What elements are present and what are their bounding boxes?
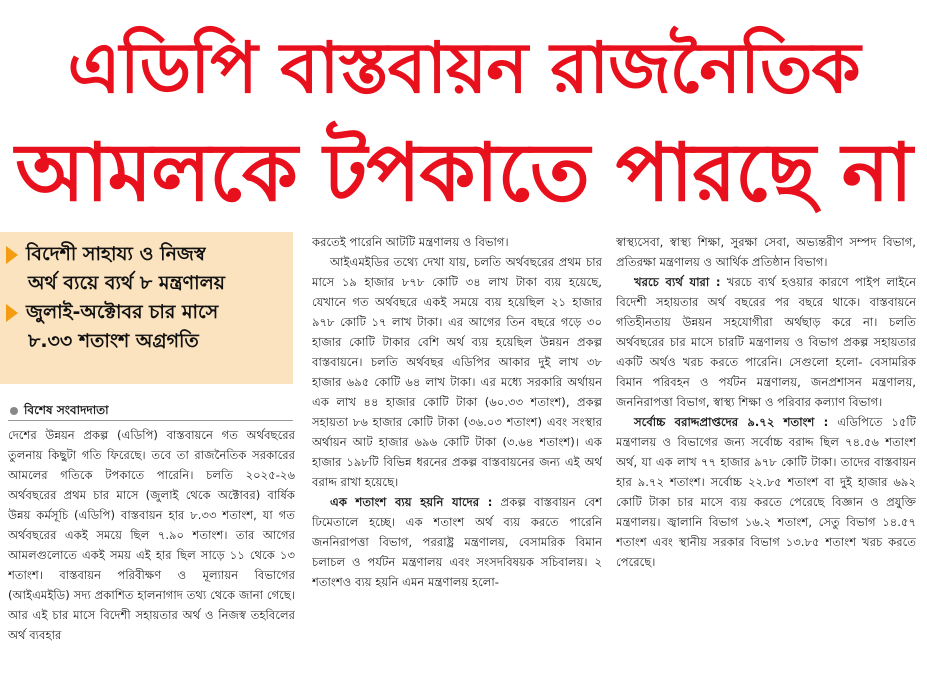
highlight-2-line-1 [6, 298, 287, 327]
byline-text: বিশেষ সংবাদদাতা [24, 403, 109, 417]
col2-paragraph-2: আইএমইডির তথ্যে দেখা যায়, চলতি অর্থবছরের প্রথম চার মাসে ১৯ হাজার ৮৭৮ কোটি ৩৪ লাখ টাকা ব্যয় হয়েছে, যেখানে গত অর্থবছরে একই সময়ে ব্যয় হয়েছিল ২১ হাজার ৯৭৮ কোটি ১৭ লাখ টাকা। এর আগের তিন বছরে গড়ে ৩০ হাজার কোটি টাকার বেশি অর্থ ব্যয় হয়েছিল উন্নয়ন প্রকল্প বাস্তবায়নে। চলতি অর্থবছর এডিপির আকার দুই লাখ ৩৮ হাজার ৬৯৫ কোটি ৬৪ লাখ টাকা। এর মধ্যে সরকারি অর্থায়ন এক লাখ ৪৪ হাজার কোটি টাকা (৬০.৩৩ শতাংশ), প্রকল্প সহায়তা ৮৬ হাজার কোটি টাকা (৩৬.০৩ শতাংশ) এবং সংস্থার অর্থায়ন আট হাজার ৬৯৬ কোটি টাকা (৩.৬৪ শতাংশ)। এক হাজার ১৯৮টি বিভিন্ন ধরনের প্রকল্প বাস্তবায়নের জন্য এই অর্থ বরাদ্দ রাখা হয়েছে। [312, 255, 602, 489]
highlight-1-text-2: অর্থ ব্যয়ে ব্যর্থ ৮ মন্ত্রণালয় [28, 272, 225, 294]
headline-line-1: এডিপি বাস্তবায়ন রাজনৈতিক [67, 27, 860, 109]
col2-paragraph-3-body: প্রকল্প বাস্তবায়ন বেশ ঢিমেতালে হচ্ছে। এক শতাংশ অর্থ ব্যয় করতে পারেনি জননিরাপত্তা বিভাগ, পররাষ্ট্র মন্ত্রণালয়, বেসামরিক বিমান চলাচল ও পর্যটন মন্ত্রণালয় এবং সংসদবিষয়ক সচিবালয়। ২ শতাংশও ব্যয় হয়নি এমন মন্ত্রণালয় হলো- [312, 495, 602, 589]
highlight-2-text-2: ৮.৩৩ শতাংশ অগ্রগতি [28, 330, 199, 352]
triangle-bullet-icon [6, 246, 18, 264]
article-column-1 [8, 425, 295, 692]
highlight-box [0, 232, 293, 384]
col2-paragraph-1: করতেই পারেনি আটটি মন্ত্রণালয় ও বিভাগ। [312, 235, 509, 249]
byline [10, 402, 109, 422]
col1-paragraph-1: দেশের উন্নয়ন প্রকল্প (এডিপি) বাস্তবায়নে গত অর্থবছরের তুলনায় কিছুটা গতি ফিরেছে। তবে তা রাজনৈতিক সরকারের আমলের গতিকে টপকাতে পারেনি। চলতি ২০২৫-২৬ অর্থবছরের প্রথম চার মাসে (জুলাই থেকে অক্টোবর) বার্ষিক উন্নয় কর্মসূচি (এডিপি) বাস্তবায়ন হার ৮.৩৩ শতাংশ, যা গত অর্থবছরের একই সময়ে ছিল ৭.৯০ শতাংশ। তার আগের আমলগুলোতে একই সময় এই হার ছিল সাড়ে ১১ থেকে ১৩ শতাংশ। বাস্তবায়ন পরিবীক্ষণ ও মূল্যায়ন বিভাগের (আইএমইডি) সদ্য প্রকাশিত হালনাগাদ তথ্য থেকে জানা গেছে। আর এই চার মাসে বিদেশী সহায়তার অর্থ ও নিজস্ব তহবিলের অর্থ ব্যবহার [8, 428, 295, 642]
highlight-1-text-1: বিদেশী সাহায্য ও নিজস্ব [26, 243, 206, 265]
byline-divider [8, 420, 293, 421]
col3-paragraph-2 [616, 272, 916, 412]
col2-subheading-1: এক শতাংশ ব্যয় হয়নি যাদের : [330, 495, 493, 509]
article-column-3 [616, 232, 916, 692]
col3-paragraph-3-body: এডিপিতে ১৫টি মন্ত্রণালয় ও বিভাগের জন্য সর্বোচ্চ বরাদ্দ ছিল ৭৪.৫৬ শতাংশ অর্থ, যা এক লাখ ৭৭ হাজার ৯৭৮ কোটি টাকা। তাদের বাস্তবায়ন হার ৯.৭২ শতাংশ। সর্বোচ্চ ২২.৮৫ শতাংশ বা দুই হাজার ৬৯২ কোটি টাকা চার মাসে ব্যয় করতে পেরেছে বিজ্ঞান ও প্রযুক্তি মন্ত্রণালয়। জ্বালানি বিভাগ ১৬.২ শতাংশ, সেতু বিভাগ ১৪.৫৭ শতাংশ এবং স্থানীয় সরকার বিভাগ ১৩.৮৫ শতাংশ খরচ করতে পেরেছে। [616, 415, 916, 569]
headline-line-2: আমলকে টপকাতে পারছে না [15, 126, 912, 219]
col3-subheading-1: খরচে ব্যর্থ যারা : [634, 275, 721, 289]
highlight-1-line-1 [6, 240, 287, 269]
bullet-dot-icon [10, 407, 18, 415]
highlight-2-text-1: জুলাই-অক্টোবর চার মাসে [26, 301, 219, 323]
col3-paragraph-1: স্বাস্থ্যসেবা, স্বাস্থ্য শিক্ষা, সুরক্ষা সেবা, অভ্যন্তরীণ সম্পদ বিভাগ, প্রতিরক্ষা মন্ত্রণালয় ও আর্থিক প্রতিষ্ঠান বিভাগ। [616, 235, 916, 269]
col3-paragraph-2-body: খরচে ব্যর্থ হওয়ার কারণে পাইপ লাইনে বিদেশী সহায়তার অর্থ বছরের পর বছরে থাকে। বাস্তবায়নে গতিহীনতায় উন্নয়ন সহযোগীরা অর্থছাড় করে না। চলতি অর্থবছরের চার মাসে চারটি মন্ত্রণালয় ও বিভাগ প্রকল্প সহায়তার একটি অর্থও খরচ করতে পারেনি। সেগুলো হলো- বেসামরিক বিমান পরিবহন ও পর্যটন মন্ত্রণালয়, জনপ্রশাসন মন্ত্রণালয়, জননিরাপত্তা বিভাগ, স্বাস্থ্য শিক্ষা ও পরিবার কল্যাণ বিভাগ। [616, 275, 916, 409]
col3-paragraph-3 [616, 412, 916, 572]
col3-subheading-2: সর্বোচ্চ বরাদ্দপ্রাপ্তদের ৯.৭২ শতাংশ : [634, 415, 829, 429]
triangle-bullet-icon [6, 304, 18, 322]
col2-paragraph-3 [312, 492, 602, 592]
article-column-2 [312, 232, 602, 692]
